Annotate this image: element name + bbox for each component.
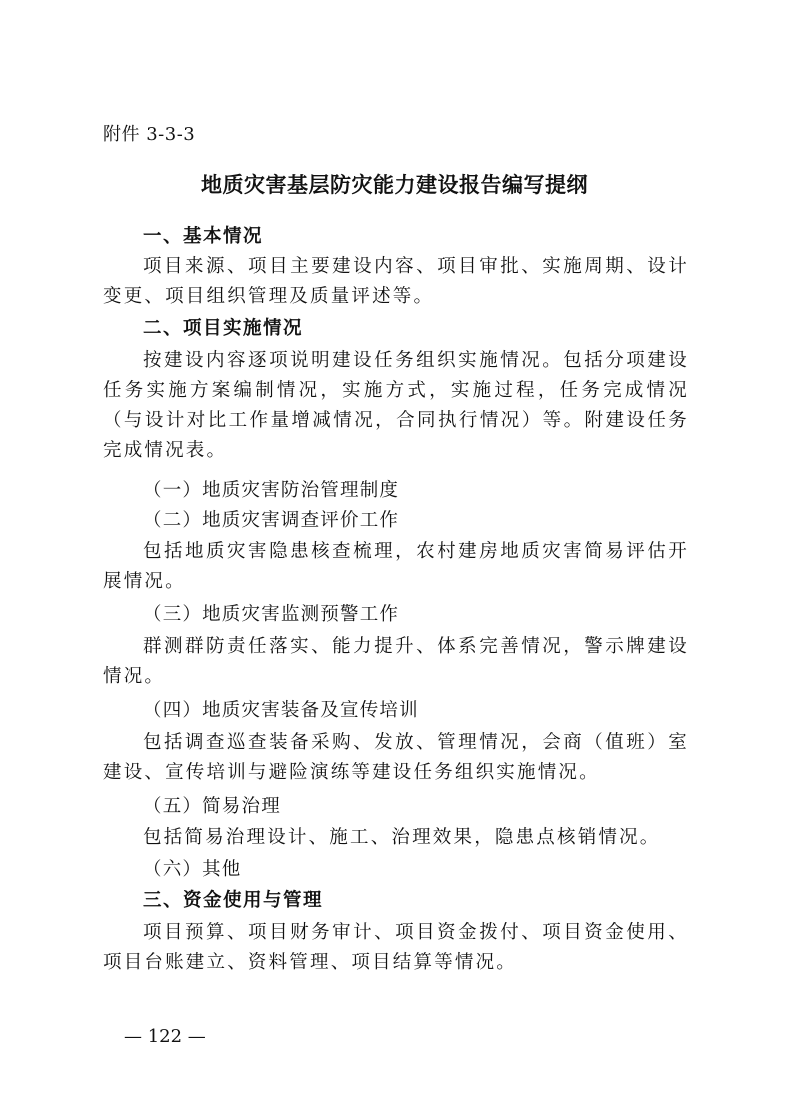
subsection-6-heading: （六）其他 xyxy=(143,859,242,880)
page-number: — 122 — xyxy=(124,1026,206,1047)
subsection-5-heading: （五）简易治理 xyxy=(143,796,281,817)
subsection-2-heading: （二）地质灾害调查评价工作 xyxy=(143,510,400,531)
attachment-label: 附件 3-3-3 xyxy=(103,124,196,145)
subsection-4-heading: （四）地质灾害装备及宣传培训 xyxy=(143,700,419,721)
section-3-heading: 三、资金使用与管理 xyxy=(143,890,324,911)
subsection-3-paragraph: 群测群防责任落实、能力提升、体系完善情况，警示牌建设情况。 xyxy=(103,636,689,687)
subsection-2-paragraph: 包括地质灾害隐患核查梳理，农村建房地质灾害简易评估开展情况。 xyxy=(103,541,689,592)
subsection-5-paragraph: 包括简易治理设计、施工、治理效果，隐患点核销情况。 xyxy=(143,827,661,848)
subsection-3-heading: （三）地质灾害监测预警工作 xyxy=(143,604,400,625)
section-3-paragraph: 项目预算、项目财务审计、项目资金拨付、项目资金使用、项目台账建立、资料管理、项目结算等情况。 xyxy=(103,922,689,973)
section-1-paragraph: 项目来源、项目主要建设内容、项目审批、实施周期、设计变更、项目组织管理及质量评述等。 xyxy=(103,256,689,307)
document-title: 地质灾害基层防灾能力建设报告编写提纲 xyxy=(201,172,588,197)
section-1-heading: 一、基本情况 xyxy=(143,226,264,247)
subsection-1-heading: （一）地质灾害防治管理制度 xyxy=(143,480,400,501)
section-2-heading: 二、项目实施情况 xyxy=(143,318,304,339)
subsection-4-paragraph: 包括调查巡查装备采购、发放、管理情况，会商（值班）室建设、宣传培训与避险演练等建设任务组织实施情况。 xyxy=(103,732,689,783)
section-2-paragraph: 按建设内容逐项说明建设任务组织实施情况。包括分项建设任务实施方案编制情况，实施方式，实施过程，任务完成情况（与设计对比工作量增减情况，合同执行情况）等。附建设任务完成情况表。 xyxy=(103,350,689,461)
